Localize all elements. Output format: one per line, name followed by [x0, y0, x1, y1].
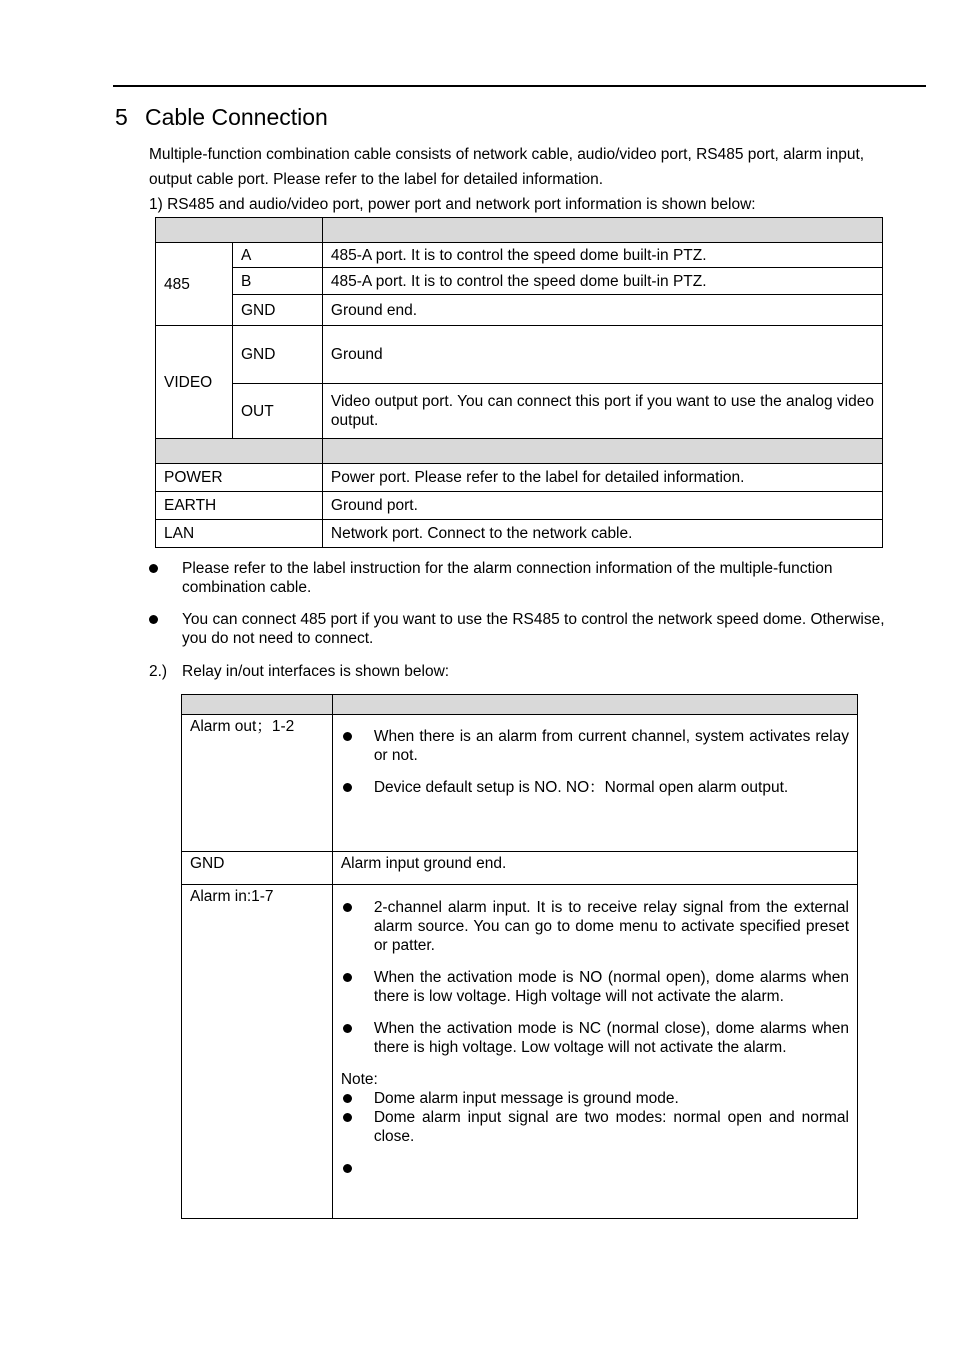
pin-cell: B: [232, 268, 322, 295]
list-item: [341, 1019, 849, 1057]
list-item: [341, 898, 849, 955]
desc-cell: Network port. Connect to the network cable.: [322, 520, 882, 548]
list-item: [341, 1159, 849, 1178]
header-cell: [182, 695, 333, 715]
note-list: [341, 1089, 849, 1178]
desc-cell: Ground: [322, 326, 882, 384]
bullet-icon: [343, 783, 352, 792]
relay-table: [181, 694, 858, 1219]
desc-cell: Ground end.: [322, 295, 882, 326]
list-item: [341, 968, 849, 1006]
relay-desc-cell: [332, 715, 857, 852]
relay-name-cell: GND: [182, 852, 333, 885]
section-title: Cable Connection: [145, 104, 328, 130]
header-cell: [332, 695, 857, 715]
desc-cell: Power port. Please refer to the label for detailed information.: [322, 464, 882, 492]
desc-cell: 485-A port. It is to control the speed dome built-in PTZ.: [322, 268, 882, 295]
pin-cell: GND: [232, 295, 322, 326]
relay-desc-cell: [332, 885, 857, 1219]
list-item-text: When the activation mode is NO (normal open), dome alarms when there is low voltage. High voltage will not activate the alarm.: [373, 969, 849, 1005]
bullet-icon: [343, 973, 352, 982]
desc-cell: Ground port.: [322, 492, 882, 520]
table-row: [182, 885, 858, 1219]
table-row: [182, 852, 858, 885]
list-item: [341, 727, 849, 765]
list-item: [341, 778, 849, 797]
header-cell: [156, 218, 323, 243]
bullet-icon: [343, 1164, 352, 1173]
table-row: [156, 384, 883, 439]
list-item-text: When the activation mode is NC (normal close), dome alarms when there is high voltage. Low voltage will not activate the alarm.: [373, 1020, 849, 1056]
header-cell: [322, 218, 882, 243]
header-cell: [322, 439, 882, 464]
list-item: [341, 1108, 849, 1146]
group-label-485: 485: [156, 243, 233, 326]
list-item-text: Dome alarm input message is ground mode.: [373, 1090, 679, 1107]
port-name-cell: POWER: [156, 464, 323, 492]
table-row: [156, 268, 883, 295]
intro-step-1: 1) RS485 and audio/video port, power port and network port information is shown below:: [149, 196, 756, 213]
table-row: [156, 492, 883, 520]
intro-line-1: Multiple-function combination cable consists of network cable, audio/video port, RS485 port, alarm input,: [149, 146, 865, 163]
bullet-icon: [343, 903, 352, 912]
table-row: [182, 715, 858, 852]
port-table: [155, 217, 883, 548]
list-item-text: 2-channel alarm input. It is to receive relay signal from the external alarm source. You can go to dome menu to activate specified preset or patter.: [373, 899, 849, 954]
port-table-subheader: [156, 439, 883, 464]
bullet-list: [341, 727, 849, 797]
step-2-text: Relay in/out interfaces is shown below:: [182, 663, 450, 680]
pin-cell: A: [232, 243, 322, 268]
relay-desc-cell: Alarm input ground end.: [332, 852, 857, 885]
note-text: You can connect 485 port if you want to use the RS485 to control the network speed dome. Otherwise, you do not need to connect.: [182, 611, 885, 647]
group-label-video: VIDEO: [156, 326, 233, 439]
pin-cell: OUT: [232, 384, 322, 439]
table-row: [156, 295, 883, 326]
table-row: [156, 464, 883, 492]
list-item-text: Device default setup is NO. NO：Normal open alarm output.: [373, 779, 789, 796]
header-cell: [156, 439, 323, 464]
table-row: [156, 243, 883, 268]
list-item-text: When there is an alarm from current channel, system activates relay or not.: [373, 728, 849, 764]
bullet-icon: [343, 1094, 352, 1103]
intro-paragraph: [149, 142, 934, 217]
section-heading: [115, 104, 328, 131]
note-text: Please refer to the label instruction for the alarm connection information of the multiple-function combination cable.: [182, 560, 833, 596]
bullet-icon: [343, 1113, 352, 1122]
desc-cell: Video output port. You can connect this port if you want to use the analog video output.: [322, 384, 882, 439]
desc-cell: 485-A port. It is to control the speed dome built-in PTZ.: [322, 243, 882, 268]
intro-line-2: output cable port. Please refer to the label for detailed information.: [149, 171, 604, 188]
port-table-header: [156, 218, 883, 243]
list-item: [341, 1089, 849, 1108]
port-name-cell: EARTH: [156, 492, 323, 520]
pin-cell: GND: [232, 326, 322, 384]
bullet-icon: [149, 564, 158, 573]
note-label: Note:: [340, 1071, 378, 1088]
table-row: [156, 326, 883, 384]
section-number: 5: [115, 104, 128, 130]
step-2-number: 2.): [149, 663, 168, 680]
relay-name-cell: Alarm in:1-7: [182, 885, 333, 1219]
list-item-text: Dome alarm input signal are two modes: normal open and normal close.: [373, 1109, 849, 1145]
port-name-cell: LAN: [156, 520, 323, 548]
relay-name-cell: Alarm out；1-2: [182, 715, 333, 852]
bullet-icon: [343, 732, 352, 741]
bullet-list: [341, 898, 849, 1057]
bullet-icon: [149, 615, 158, 624]
table-row: [156, 520, 883, 548]
bullet-icon: [343, 1024, 352, 1033]
relay-table-header: [182, 695, 858, 715]
header-rule: [113, 85, 926, 87]
